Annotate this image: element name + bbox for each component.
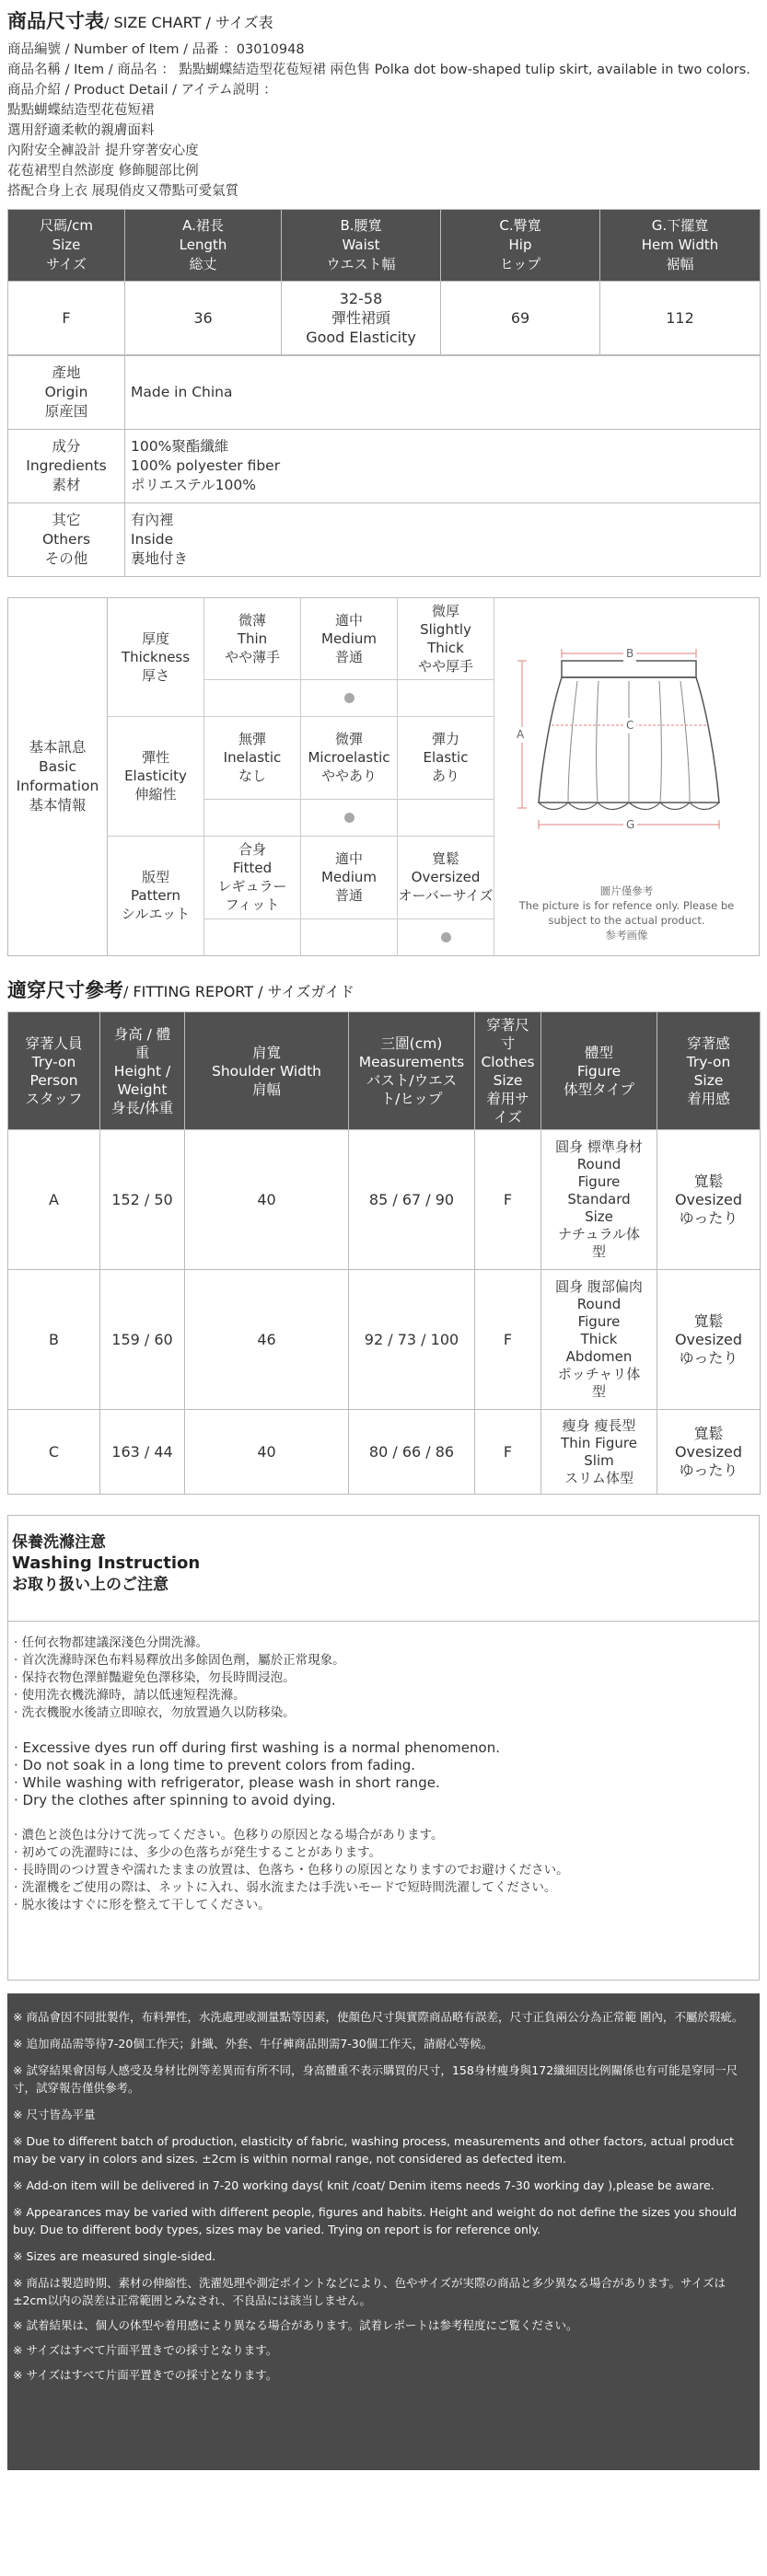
size-cell: F: [8, 281, 125, 354]
attribute-value: 100%聚酯纖維 100% polyester fiber ポリエステル100%: [125, 429, 761, 502]
list-item: · 任何衣物都建議深淺色分開洗滌。: [14, 1635, 209, 1651]
fitting-title-sub: / FITTING REPORT / サイズガイド: [123, 982, 354, 1000]
note-item: ※ 商品は製造時期、素材の伸縮性、洗濯処理や測定ポイントなどにより、色やサイズが実際の商品と多少異なる場合があります。サイズは±2cm以内の誤差は正常範囲とみなされ、不良品には該当しません。: [13, 2276, 726, 2308]
note-item: ※ Sizes are measured single-sided.: [13, 2249, 216, 2264]
size-chart-page: [7, 0, 760, 2470]
product-info-line: 內附安全褲設計 提升穿著安心度: [7, 143, 199, 158]
size-header-hip: C.臀寬 Hip ヒップ: [441, 209, 600, 281]
fit-measurements: 85 / 67 / 90: [349, 1130, 475, 1270]
size-header-hem: G.下擺寬 Hem Width 裾幅: [600, 209, 761, 281]
list-item: · 保持衣物色澤鮮豔避免色澤移染，勿長時間浸泡。: [14, 1670, 296, 1686]
skirt-outline-icon: [494, 598, 759, 884]
list-item: · 初めての洗濯時には、多少の色落ちが発生することがあります。: [14, 1845, 382, 1861]
note-item: ※ 尺寸皆為平量: [13, 2108, 96, 2122]
washing-title-zh: 保養洗滌注意: [12, 1533, 106, 1553]
product-info-line: 點點蝴蝶結造型花苞短裙: [7, 102, 155, 118]
basic-info-section: [7, 597, 760, 956]
fit-height-weight: 159 / 60: [100, 1270, 185, 1410]
fit-header-measurements: 三圍(cm) Measurements バスト/ウエス ト/ヒップ: [349, 1012, 475, 1130]
basic-info-grid: [108, 598, 494, 955]
product-info-line: 商品名稱 / Item / 商品名 ： 點點蝴蝶結造型花苞短裙 兩色售 Polka dot bow-shaped tulip skirt, available in two colors.: [7, 62, 750, 77]
note-item: ※ Add-on item will be delivered in 7-20 working days( knit /coat/ Denim items needs 7-30 working day ),please be aware.: [13, 2178, 715, 2193]
indicator-cell: [301, 680, 398, 717]
fit-feel: 寬鬆 Ovesized ゆったり: [657, 1130, 761, 1270]
note-item: ※ Due to different batch of production, elasticity of fabric, washing process, measurements and other factors, actual product may be vary in colors and sizes. ±2cm is within normal range, not considered as defected item.: [13, 2134, 735, 2166]
length-cell: 36: [125, 281, 282, 354]
list-item: · 使用洗衣機洗滌時，請以低速短程洗滌。: [14, 1688, 246, 1704]
note-item: ※ 試着結果は、個人の体型や着用感により異なる場合があります。試着レポートは参考程度にご覧ください。: [13, 2318, 578, 2333]
fit-header-feel: 穿著感 Try-on Size 着用感: [657, 1012, 761, 1130]
option-inelastic: 無彈 Inelastic なし: [204, 717, 301, 800]
diagram-label-a: A: [515, 727, 526, 743]
list-item: · 洗濯機をご使用の際は、ネットに入れ、弱水流または手洗いモードで短時間洗濯してください。: [14, 1880, 557, 1896]
table-row: [8, 1130, 761, 1270]
size-header-length: A.裙長 Length 総丈: [125, 209, 282, 281]
fitting-table: [7, 1011, 761, 1495]
fit-header-figure: 體型 Figure 体型タイプ: [541, 1012, 657, 1130]
fit-header-shoulder: 肩寬 Shoulder Width 肩幅: [185, 1012, 349, 1130]
size-table: [7, 209, 761, 355]
product-info-line: 商品編號 / Number of Item / 品番 ：03010948: [7, 41, 305, 57]
attribute-row-others: [8, 502, 761, 576]
option-oversized: 寬鬆 Oversized オーバーサイズ: [398, 837, 494, 919]
attribute-row-ingredients: [8, 429, 761, 502]
indicator-cell: [204, 800, 301, 837]
list-item: · 首次洗滌時深色布料易釋放出多餘固色劑，屬於正常現象。: [14, 1653, 345, 1669]
attribute-label: 成分 Ingredients 素材: [8, 429, 125, 502]
notes-section: [7, 1993, 760, 2470]
thickness-label: 厚度 Thickness 厚さ: [108, 598, 204, 717]
basic-info-label: 基本訊息 Basic Information 基本情報: [8, 598, 108, 955]
fit-person: B: [8, 1270, 100, 1410]
note-item: ※ 試穿結果會因每人感受及身材比例等差異而有所不同，身高體重不表示購買的尺寸，158身材瘦身與172纖細因比例關係也有可能是穿同一尺寸，試穿報告僅供參考。: [13, 2063, 738, 2096]
option-fitted: 合身 Fitted レギュラー フィット: [204, 837, 301, 919]
diagram-label-b: B: [623, 646, 636, 662]
fitting-report-title: [7, 976, 760, 1005]
indicator-cell: [398, 919, 494, 955]
list-item: · 長時間のつけ置きや濡れたままの放置は、色落ち・色移りの原因となりますのでお避けください。: [14, 1863, 569, 1878]
list-item: · 洗衣機脫水後請立即晾衣，勿放置過久以防移染。: [14, 1705, 296, 1721]
size-chart-title: [7, 7, 760, 36]
fit-measurements: 80 / 66 / 86: [349, 1410, 475, 1495]
product-info-line: 花苞裙型自然澎度 修飾腿部比例: [7, 163, 199, 179]
diagram-label-c: C: [623, 718, 636, 734]
fitting-title-main: 適穿尺寸參考: [7, 978, 123, 1001]
fit-person: C: [8, 1410, 100, 1495]
option-medium: 適中 Medium 普通: [301, 598, 398, 680]
list-item: · While washing with refrigerator, please wash in short range.: [14, 1774, 440, 1792]
fit-shoulder: 46: [185, 1270, 349, 1410]
fit-size: F: [475, 1270, 541, 1410]
selected-dot-icon: [344, 693, 354, 703]
attribute-value: Made in China: [125, 355, 761, 429]
attribute-label: 產地 Origin 原産国: [8, 355, 125, 429]
fit-figure: 瘦身 瘦長型 Thin Figure Slim スリム体型: [541, 1410, 657, 1495]
fit-figure: 圓身 標準身材 Round Figure Standard Size ナチュラル体 型: [541, 1130, 657, 1270]
hem-cell: 112: [600, 281, 761, 354]
elasticity-label: 彈性 Elasticity 伸縮性: [108, 717, 204, 837]
attribute-value: 有內裡 Inside 裏地付き: [125, 502, 761, 576]
fit-person: A: [8, 1130, 100, 1270]
size-table-header-row: [8, 209, 761, 281]
fit-height-weight: 163 / 44: [100, 1410, 185, 1495]
option-elastic: 彈力 Elastic あり: [398, 717, 494, 800]
list-item: · 脱水後はすぐに形を整えて干してください。: [14, 1898, 271, 1913]
indicator-cell: [204, 919, 301, 955]
option-medium-pattern: 適中 Medium 普通: [301, 837, 398, 919]
note-item: ※ Appearances may be varied with different people, figures and habits. Height and weight do not define the sizes you should buy. Due to different body types, sizes may be varied. Trying on report is for reference only.: [13, 2205, 738, 2237]
option-microelastic: 微彈 Microelastic ややあり: [301, 717, 398, 800]
product-info-line: 選用舒適柔軟的親膚面料: [7, 122, 155, 138]
washing-title-en: Washing Instruction: [12, 1554, 201, 1574]
list-item: · 濃色と淡色は分けて洗ってください。色移りの原因となる場合があります。: [14, 1828, 444, 1843]
product-info-line: 商品介紹 / Product Detail / アイテム説明 ：: [7, 82, 277, 98]
note-item: ※ 商品會因不同批製作，布料彈性，水洗處理或測量點等因素，使顏色尺寸與實際商品略有誤差，尺寸正負兩公分為正常範 圍內，不屬於瑕疵。: [13, 2010, 744, 2025]
product-info-line: 搭配合身上衣 展現俏皮又帶點可愛氣質: [7, 183, 239, 199]
option-thin: 微薄 Thin やや薄手: [204, 598, 301, 680]
washing-title-box: [7, 1515, 760, 1622]
size-chart-title-sub: / SIZE CHART / サイズ表: [104, 14, 273, 31]
note-item: ※ サイズはすべて片面平置きでの採寸となります。: [13, 2368, 278, 2383]
diagram-label-g: G: [623, 817, 637, 833]
selected-dot-icon: [441, 932, 451, 942]
table-row: [8, 1410, 761, 1495]
waist-cell: 32-58 彈性裙頭 Good Elasticity: [282, 281, 441, 354]
pattern-label: 版型 Pattern シルエット: [108, 837, 204, 955]
fit-shoulder: 40: [185, 1410, 349, 1495]
attribute-row-origin: [8, 355, 761, 429]
attribute-table: [7, 355, 761, 577]
fit-height-weight: 152 / 50: [100, 1130, 185, 1270]
fit-header-clothes-size: 穿著尺 寸 Clothes Size 着用サ イズ: [475, 1012, 541, 1130]
size-header-size: 尺碼/cm Size サイズ: [8, 209, 125, 281]
diagram-caption: 圖片僅參考 The picture is for refence only. Please be subject to the actual product. 参考画像: [518, 884, 735, 941]
attribute-label: 其它 Others その他: [8, 502, 125, 576]
indicator-cell: [398, 800, 494, 837]
indicator-cell: [204, 680, 301, 717]
list-item: · Dry the clothes after spinning to avoid dying.: [14, 1792, 336, 1809]
skirt-diagram: [494, 598, 759, 955]
table-row: [8, 1270, 761, 1410]
fit-measurements: 92 / 73 / 100: [349, 1270, 475, 1410]
indicator-cell: [398, 680, 494, 717]
washing-instructions: [7, 1622, 760, 1981]
washing-title-ja: お取り扱い上のご注意: [12, 1576, 169, 1595]
list-item: · Excessive dyes run off during first washing is a normal phenomenon.: [14, 1739, 500, 1757]
fit-size: F: [475, 1130, 541, 1270]
table-row: [8, 281, 761, 354]
fit-feel: 寬鬆 Ovesized ゆったり: [657, 1410, 761, 1495]
size-header-waist: B.腰寬 Waist ウエスト幅: [282, 209, 441, 281]
size-chart-title-main: 商品尺寸表: [7, 10, 104, 32]
option-slightly-thick: 微厚 Slightly Thick やや厚手: [398, 598, 494, 680]
fit-header-person: 穿著人員 Try-on Person スタッフ: [8, 1012, 100, 1130]
list-item: · Do not soak in a long time to prevent colors from fading.: [14, 1757, 416, 1774]
note-item: ※ サイズはすべて片面平置きでの採寸となります。: [13, 2343, 278, 2358]
note-item: ※ 追加商品需等待7-20個工作天；針織、外套、牛仔褲商品則需7-30個工作天，請耐心等候。: [13, 2037, 494, 2051]
hip-cell: 69: [441, 281, 600, 354]
indicator-cell: [301, 800, 398, 837]
fit-header-height-weight: 身高 / 體 重 Height / Weight 身長/体重: [100, 1012, 185, 1130]
fitting-header-row: [8, 1012, 761, 1130]
indicator-cell: [301, 919, 398, 955]
fit-shoulder: 40: [185, 1130, 349, 1270]
selected-dot-icon: [344, 813, 354, 823]
fit-feel: 寬鬆 Ovesized ゆったり: [657, 1270, 761, 1410]
product-info: [7, 40, 760, 202]
fit-size: F: [475, 1410, 541, 1495]
fit-figure: 圓身 腹部偏肉 Round Figure Thick Abdomen ポッチャリ体 型: [541, 1270, 657, 1410]
